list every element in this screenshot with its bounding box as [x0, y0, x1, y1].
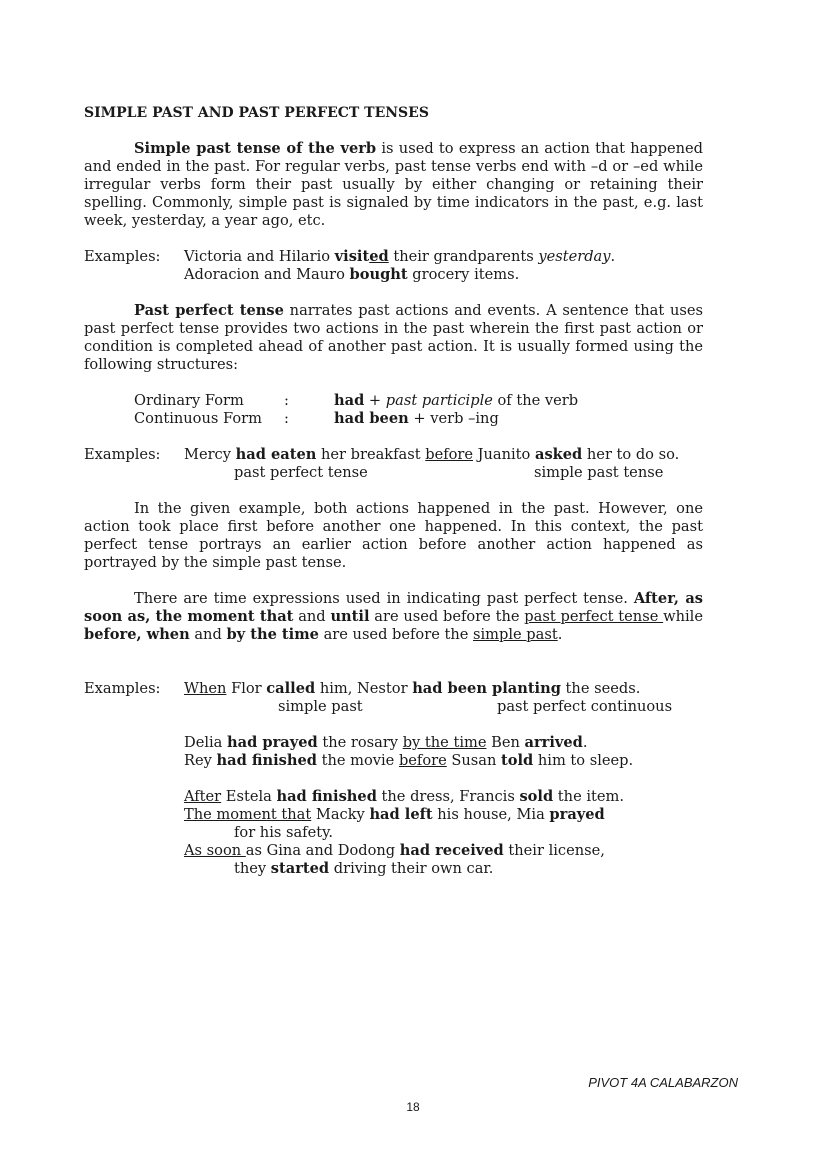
form-name-continuous: Continuous Form — [134, 410, 262, 427]
footer-brand: PIVOT 4A CALABARZON — [588, 1075, 738, 1090]
term-past-perfect: Past perfect tense — [134, 302, 284, 319]
example-sentence: Mercy had eaten her breakfast before Juanito asked her to do so. — [184, 446, 680, 463]
example-sentence: Rey had finished the movie before Susan told him to sleep. — [184, 752, 634, 769]
form-colon: : — [284, 410, 289, 427]
example-sentence: Adoracion and Mauro bought grocery items. — [184, 266, 520, 283]
example-sentence: When Flor called him, Nestor had been planting the seeds. — [184, 680, 641, 697]
tense-note: past perfect continuous — [497, 698, 673, 715]
example-sentence: Victoria and Hilario visited their grandparents yesterday. — [184, 248, 616, 265]
form-structure-continuous: had been + verb –ing — [334, 410, 499, 427]
term-simple-past: Simple past tense of the verb — [134, 140, 377, 157]
form-name-ordinary: Ordinary Form — [134, 392, 244, 409]
page-title: SIMPLE PAST AND PAST PERFECT TENSES — [84, 105, 429, 121]
paragraph-past-perfect: Past perfect tense narrates past actions and events. A sentence that uses past perfect tense provides two actions in the past wherein the first past action or condition is completed ahead of another past action. It is usually formed using the following structures: — [84, 302, 703, 373]
example-sentence: Delia had prayed the rosary by the time Ben arrived. — [184, 734, 588, 751]
example-sentence: As soon as Gina and Dodong had received their license, — [184, 842, 605, 859]
paragraph-simple-past: Simple past tense of the verb is used to express an action that happened and ended in the past. For regular verbs, past tense verbs end with –d or –ed while irregular verbs form their past usually by either changing or retaining their spelling. Commonly, simple past is signaled by time indicators in the past, e.g. last week, yesterday, a year ago, etc. — [84, 140, 703, 229]
form-colon: : — [284, 392, 289, 409]
form-structure-ordinary: had + past participle of the verb — [334, 392, 579, 409]
example-sentence-continued: they started driving their own car. — [234, 860, 494, 877]
tense-note: simple past tense — [534, 464, 664, 481]
examples-label: Examples: — [84, 446, 161, 463]
example-sentence: The moment that Macky had left his house, Mia prayed — [184, 806, 605, 823]
examples-label: Examples: — [84, 680, 161, 697]
page-number: 18 — [406, 1100, 420, 1114]
document-page — [84, 0, 703, 1169]
tense-note: simple past — [278, 698, 363, 715]
examples-label: Examples: — [84, 248, 161, 265]
example-sentence-continued: for his safety. — [234, 824, 334, 841]
tense-note: past perfect tense — [234, 464, 368, 481]
paragraph-explanation: In the given example, both actions happened in the past. However, one action took place first before another one happened. In this context, the past perfect tense portrays an earlier action before another action happened as portrayed by the simple past tense. — [84, 500, 703, 571]
paragraph-time-expressions: There are time expressions used in indicating past perfect tense. After, as soon as, the moment that and until are used before the past perfect tense while before, when and by the time are used before the simple past. — [84, 590, 703, 643]
example-sentence: After Estela had finished the dress, Francis sold the item. — [184, 788, 624, 805]
